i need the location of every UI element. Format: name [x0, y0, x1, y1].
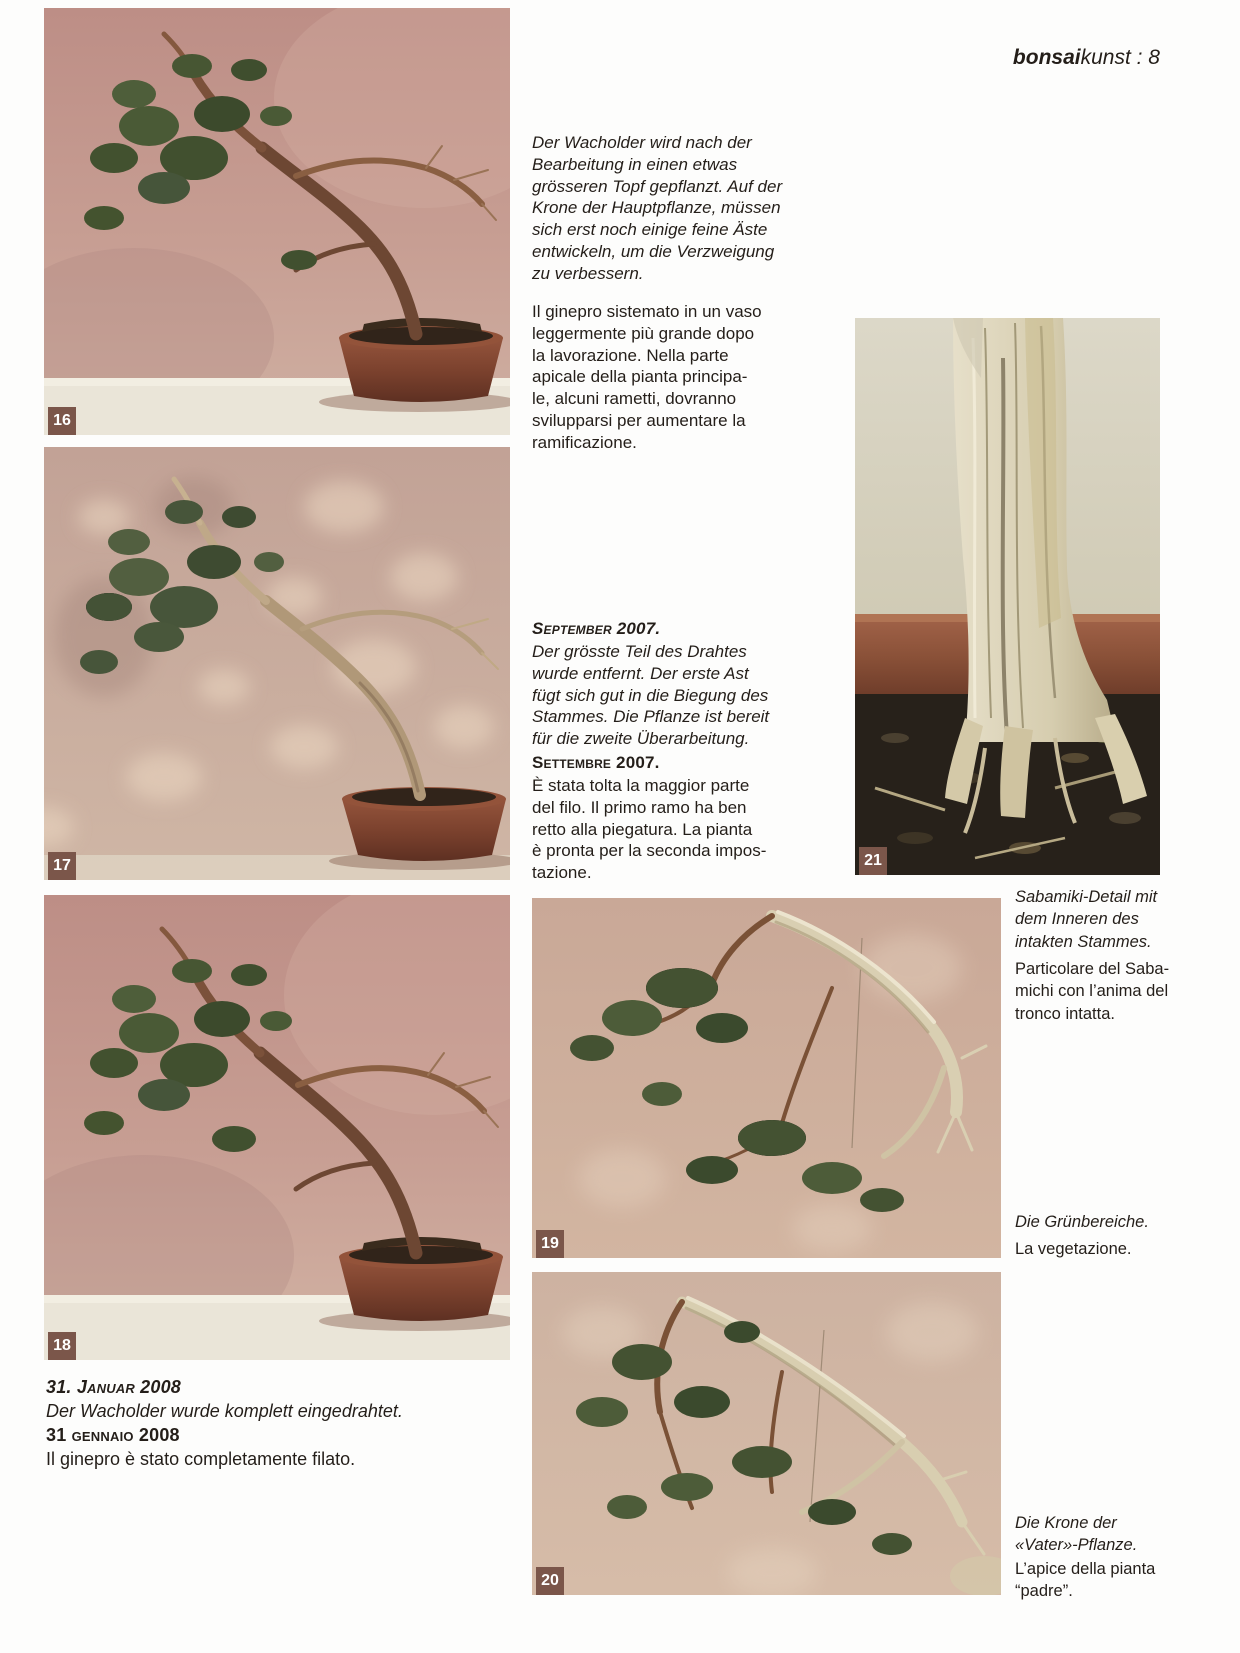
- caption-repot-german: Der Wacholder wird nach der Bearbeitung in einen etwas grösseren Topf gepflanzt. Auf der Krone der Hauptpflanze, müssen sich erst noch einige feine Äste entwickeln, um die Verzweigung zu verbessern.: [532, 133, 783, 283]
- photo-19-illustration: [532, 898, 1001, 1258]
- photo-21-badge: 21: [859, 847, 887, 875]
- label-31-gennaio-2008: 31 gennaio 2008: [46, 1425, 180, 1445]
- caption-januar-german: Der Wacholder wurde komplett eingedrahtet.: [46, 1401, 403, 1421]
- caption-gennaio-italian: Il ginepro è stato completamente filato.: [46, 1449, 356, 1469]
- photo-18-badge: 18: [48, 1332, 76, 1360]
- photo-16-badge: 16: [48, 407, 76, 435]
- caption-gruenbereiche-german: Die Grünbereiche.: [1015, 1213, 1149, 1231]
- photo-19-badge: 19: [536, 1230, 564, 1258]
- photo-16-illustration: [44, 8, 510, 435]
- photo-17-illustration: [44, 447, 510, 880]
- caption-sabamiki-italian: Particolare del Saba- michi con l’anima del tronco intatta.: [1015, 960, 1170, 1023]
- photo-18-juniper-wired: [44, 895, 510, 1360]
- caption-sabamiki-german: Sabamiki-Detail mit dem Inneren des intakten Stammes.: [1015, 888, 1158, 951]
- photo-17-juniper-dappled-light: [44, 447, 510, 880]
- brand-name: bonsai: [1012, 46, 1081, 69]
- photo-20-father-plant-crown: [532, 1272, 1001, 1595]
- caption-september-german: Der grösste Teil des Drahtes wurde entfernt. Der erste Ast fügt sich gut in die Biegung des Stammes. Die Pflanze ist bereit für die zweite Überarbeitung.: [532, 642, 770, 749]
- caption-repot-italian: Il ginepro sistemato in un vaso leggermente più grande dopo la lavorazione. Nella parte apicale della pianta principa- le, alcuni rametti, dovranno svilupparsi per aumentare la ramificazione.: [532, 302, 762, 452]
- photo-18-illustration: [44, 895, 510, 1360]
- label-31-januar-2008: 31. Januar 2008: [46, 1377, 182, 1397]
- caption-apice-italian: L’apice della pianta “padre”.: [1015, 1560, 1156, 1601]
- photo-19-deadwood-branch: [532, 898, 1001, 1258]
- label-settembre-2007: Settembre 2007.: [532, 753, 660, 772]
- label-september-2007: September 2007.: [532, 619, 661, 638]
- caption-krone-german: Die Krone der «Vater»-Pflanze.: [1015, 1514, 1138, 1555]
- photo-16-juniper-repotted: [44, 8, 510, 435]
- page-number-text: kunst : 8: [1080, 46, 1160, 69]
- caption-settembre-italian: È stata tolta la maggior parte del filo. Il primo ramo ha ben retto alla piegatura. La pianta è pronta per la seconda impos- tazione.: [532, 776, 767, 883]
- photo-20-illustration: [532, 1272, 1001, 1595]
- photo-17-badge: 17: [48, 852, 76, 880]
- photo-21-illustration: [855, 318, 1160, 875]
- photo-20-badge: 20: [536, 1567, 564, 1595]
- page-header: [815, 46, 1160, 70]
- caption-vegetazione-italian: La vegetazione.: [1015, 1240, 1132, 1258]
- photo-21-sabamiki-trunk-detail: [855, 318, 1160, 875]
